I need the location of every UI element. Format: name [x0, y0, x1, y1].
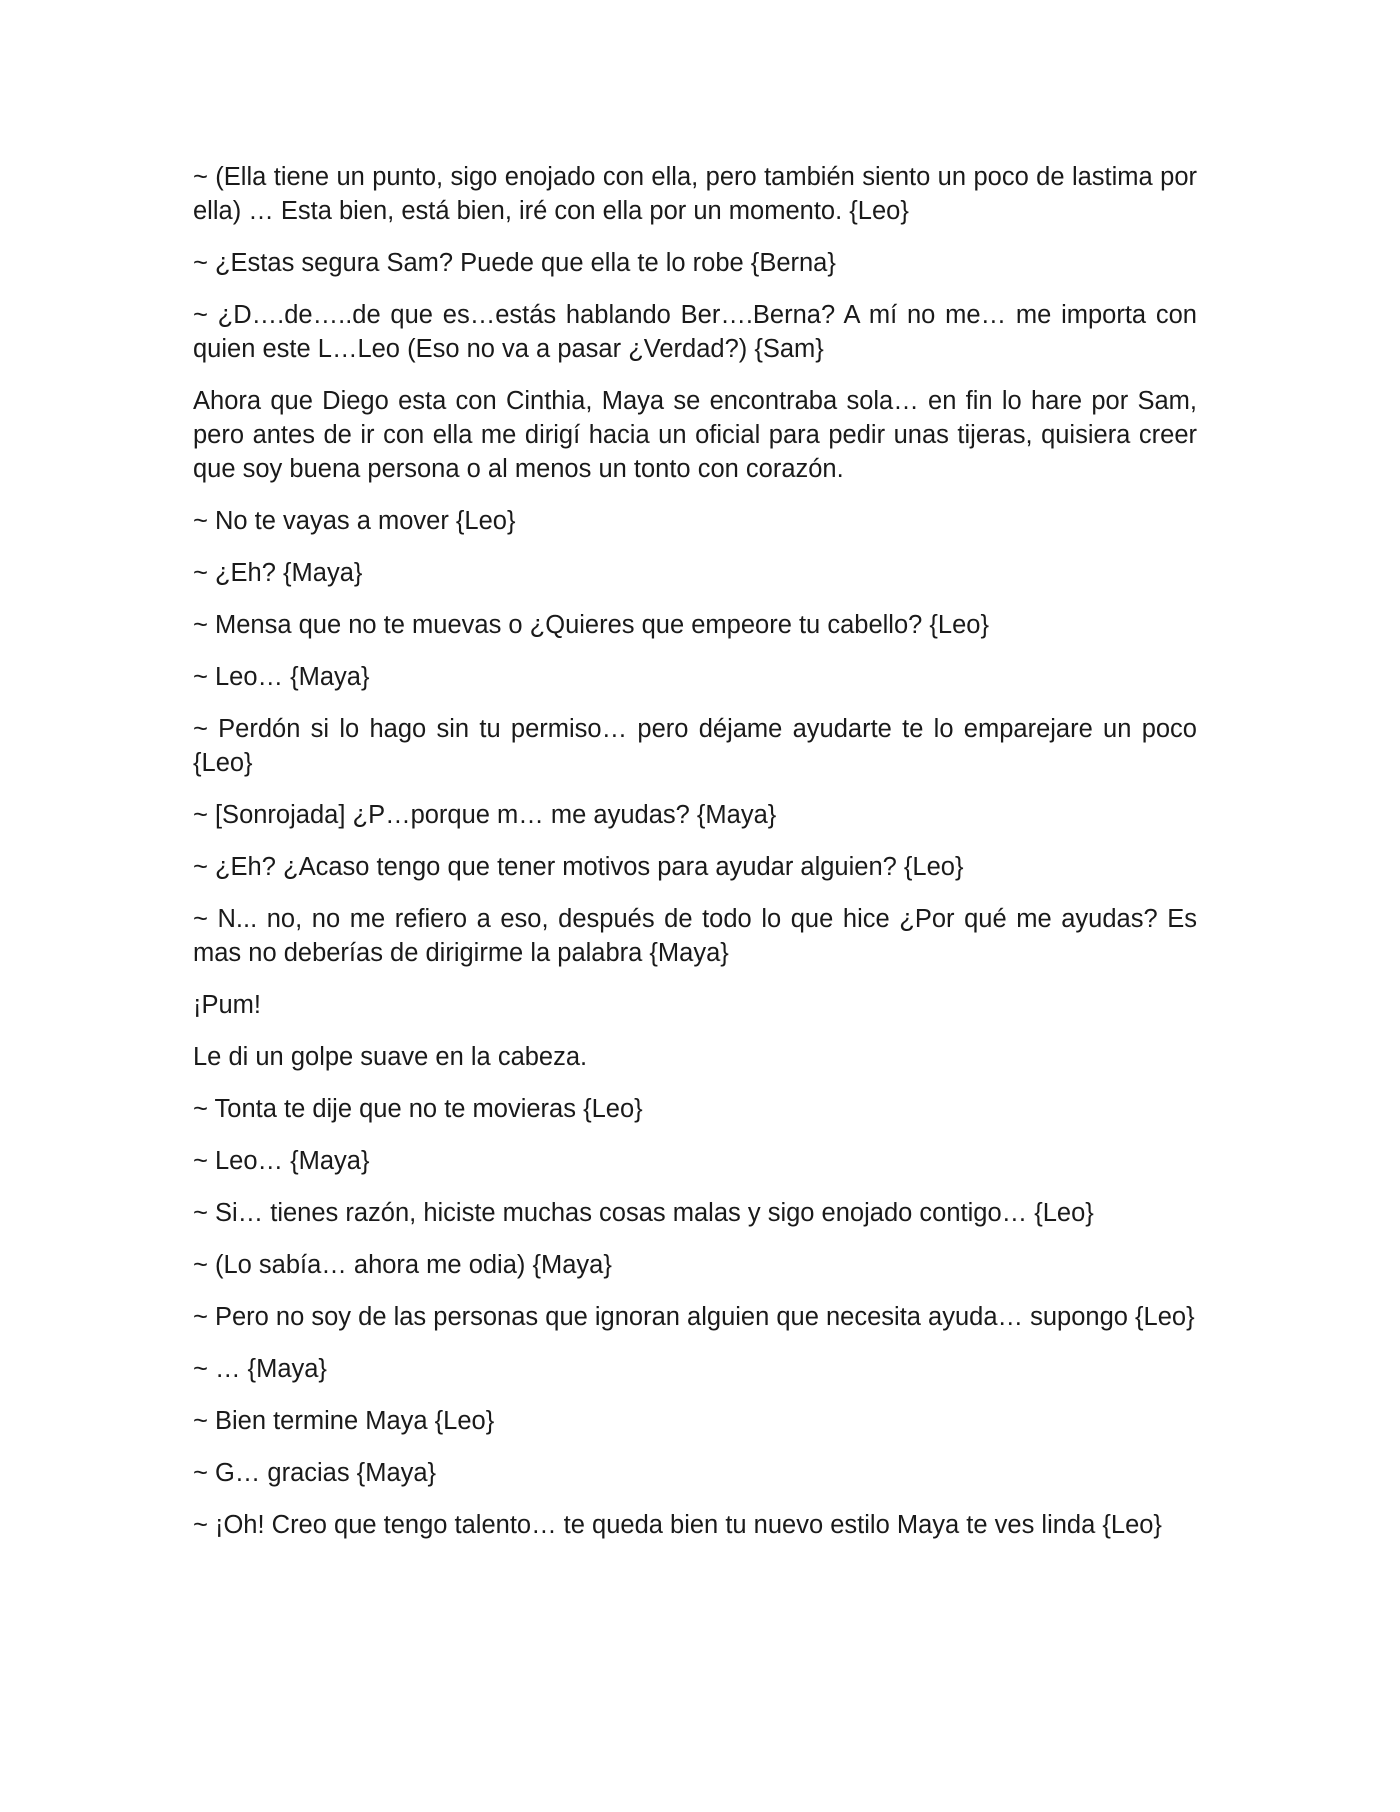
- paragraph-11: ~ ¿Eh? ¿Acaso tengo que tener motivos para ayudar alguien? {Leo}: [193, 853, 964, 881]
- document-page: [193, 160, 1197, 1560]
- paragraph-8: ~ Leo… {Maya}: [193, 663, 370, 691]
- paragraph-12: ~ N... no, no me refiero a eso, después de todo lo que hice ¿Por qué me ayudas? Es mas no deberías de dirigirme la palabra {Maya}: [193, 905, 1197, 967]
- paragraph-17: ~ Si… tienes razón, hiciste muchas cosas malas y sigo enojado contigo… {Leo}: [193, 1199, 1094, 1227]
- paragraph-4: Ahora que Diego esta con Cinthia, Maya se encontraba sola… en fin lo hare por Sam, pero antes de ir con ella me dirigí hacia un oficial para pedir unas tijeras, quisiera creer que soy buena persona o al menos un tonto con corazón.: [193, 387, 1197, 483]
- paragraph-7: ~ Mensa que no te muevas o ¿Quieres que empeore tu cabello? {Leo}: [193, 611, 989, 639]
- paragraph-16: ~ Leo… {Maya}: [193, 1147, 370, 1175]
- paragraph-2: ~ ¿Estas segura Sam? Puede que ella te lo robe {Berna}: [193, 249, 836, 277]
- paragraph-23: ~ ¡Oh! Creo que tengo talento… te queda bien tu nuevo estilo Maya te ves linda {Leo}: [193, 1511, 1162, 1539]
- paragraph-20: ~ … {Maya}: [193, 1355, 327, 1383]
- paragraph-15: ~ Tonta te dije que no te movieras {Leo}: [193, 1095, 643, 1123]
- paragraph-21: ~ Bien termine Maya {Leo}: [193, 1407, 495, 1435]
- paragraph-5: ~ No te vayas a mover {Leo}: [193, 507, 516, 535]
- paragraph-1: ~ (Ella tiene un punto, sigo enojado con ella, pero también siento un poco de lastima por ella) … Esta bien, está bien, iré con ella por un momento. {Leo}: [193, 163, 1197, 225]
- paragraph-14: Le di un golpe suave en la cabeza.: [193, 1043, 588, 1071]
- paragraph-18: ~ (Lo sabía… ahora me odia) {Maya}: [193, 1251, 612, 1279]
- paragraph-3: ~ ¿D….de…..de que es…estás hablando Ber….Berna? A mí no me… me importa con quien este L…Leo (Eso no va a pasar ¿Verdad?) {Sam}: [193, 301, 1197, 363]
- paragraph-13: ¡Pum!: [193, 991, 262, 1019]
- paragraph-22: ~ G… gracias {Maya}: [193, 1459, 437, 1487]
- paragraph-19: ~ Pero no soy de las personas que ignoran alguien que necesita ayuda… supongo {Leo}: [193, 1303, 1195, 1331]
- paragraph-10: ~ [Sonrojada] ¿P…porque m… me ayudas? {Maya}: [193, 801, 777, 829]
- paragraph-6: ~ ¿Eh? {Maya}: [193, 559, 363, 587]
- paragraph-9: ~ Perdón si lo hago sin tu permiso… pero déjame ayudarte te lo emparejare un poco {Leo}: [193, 715, 1197, 777]
